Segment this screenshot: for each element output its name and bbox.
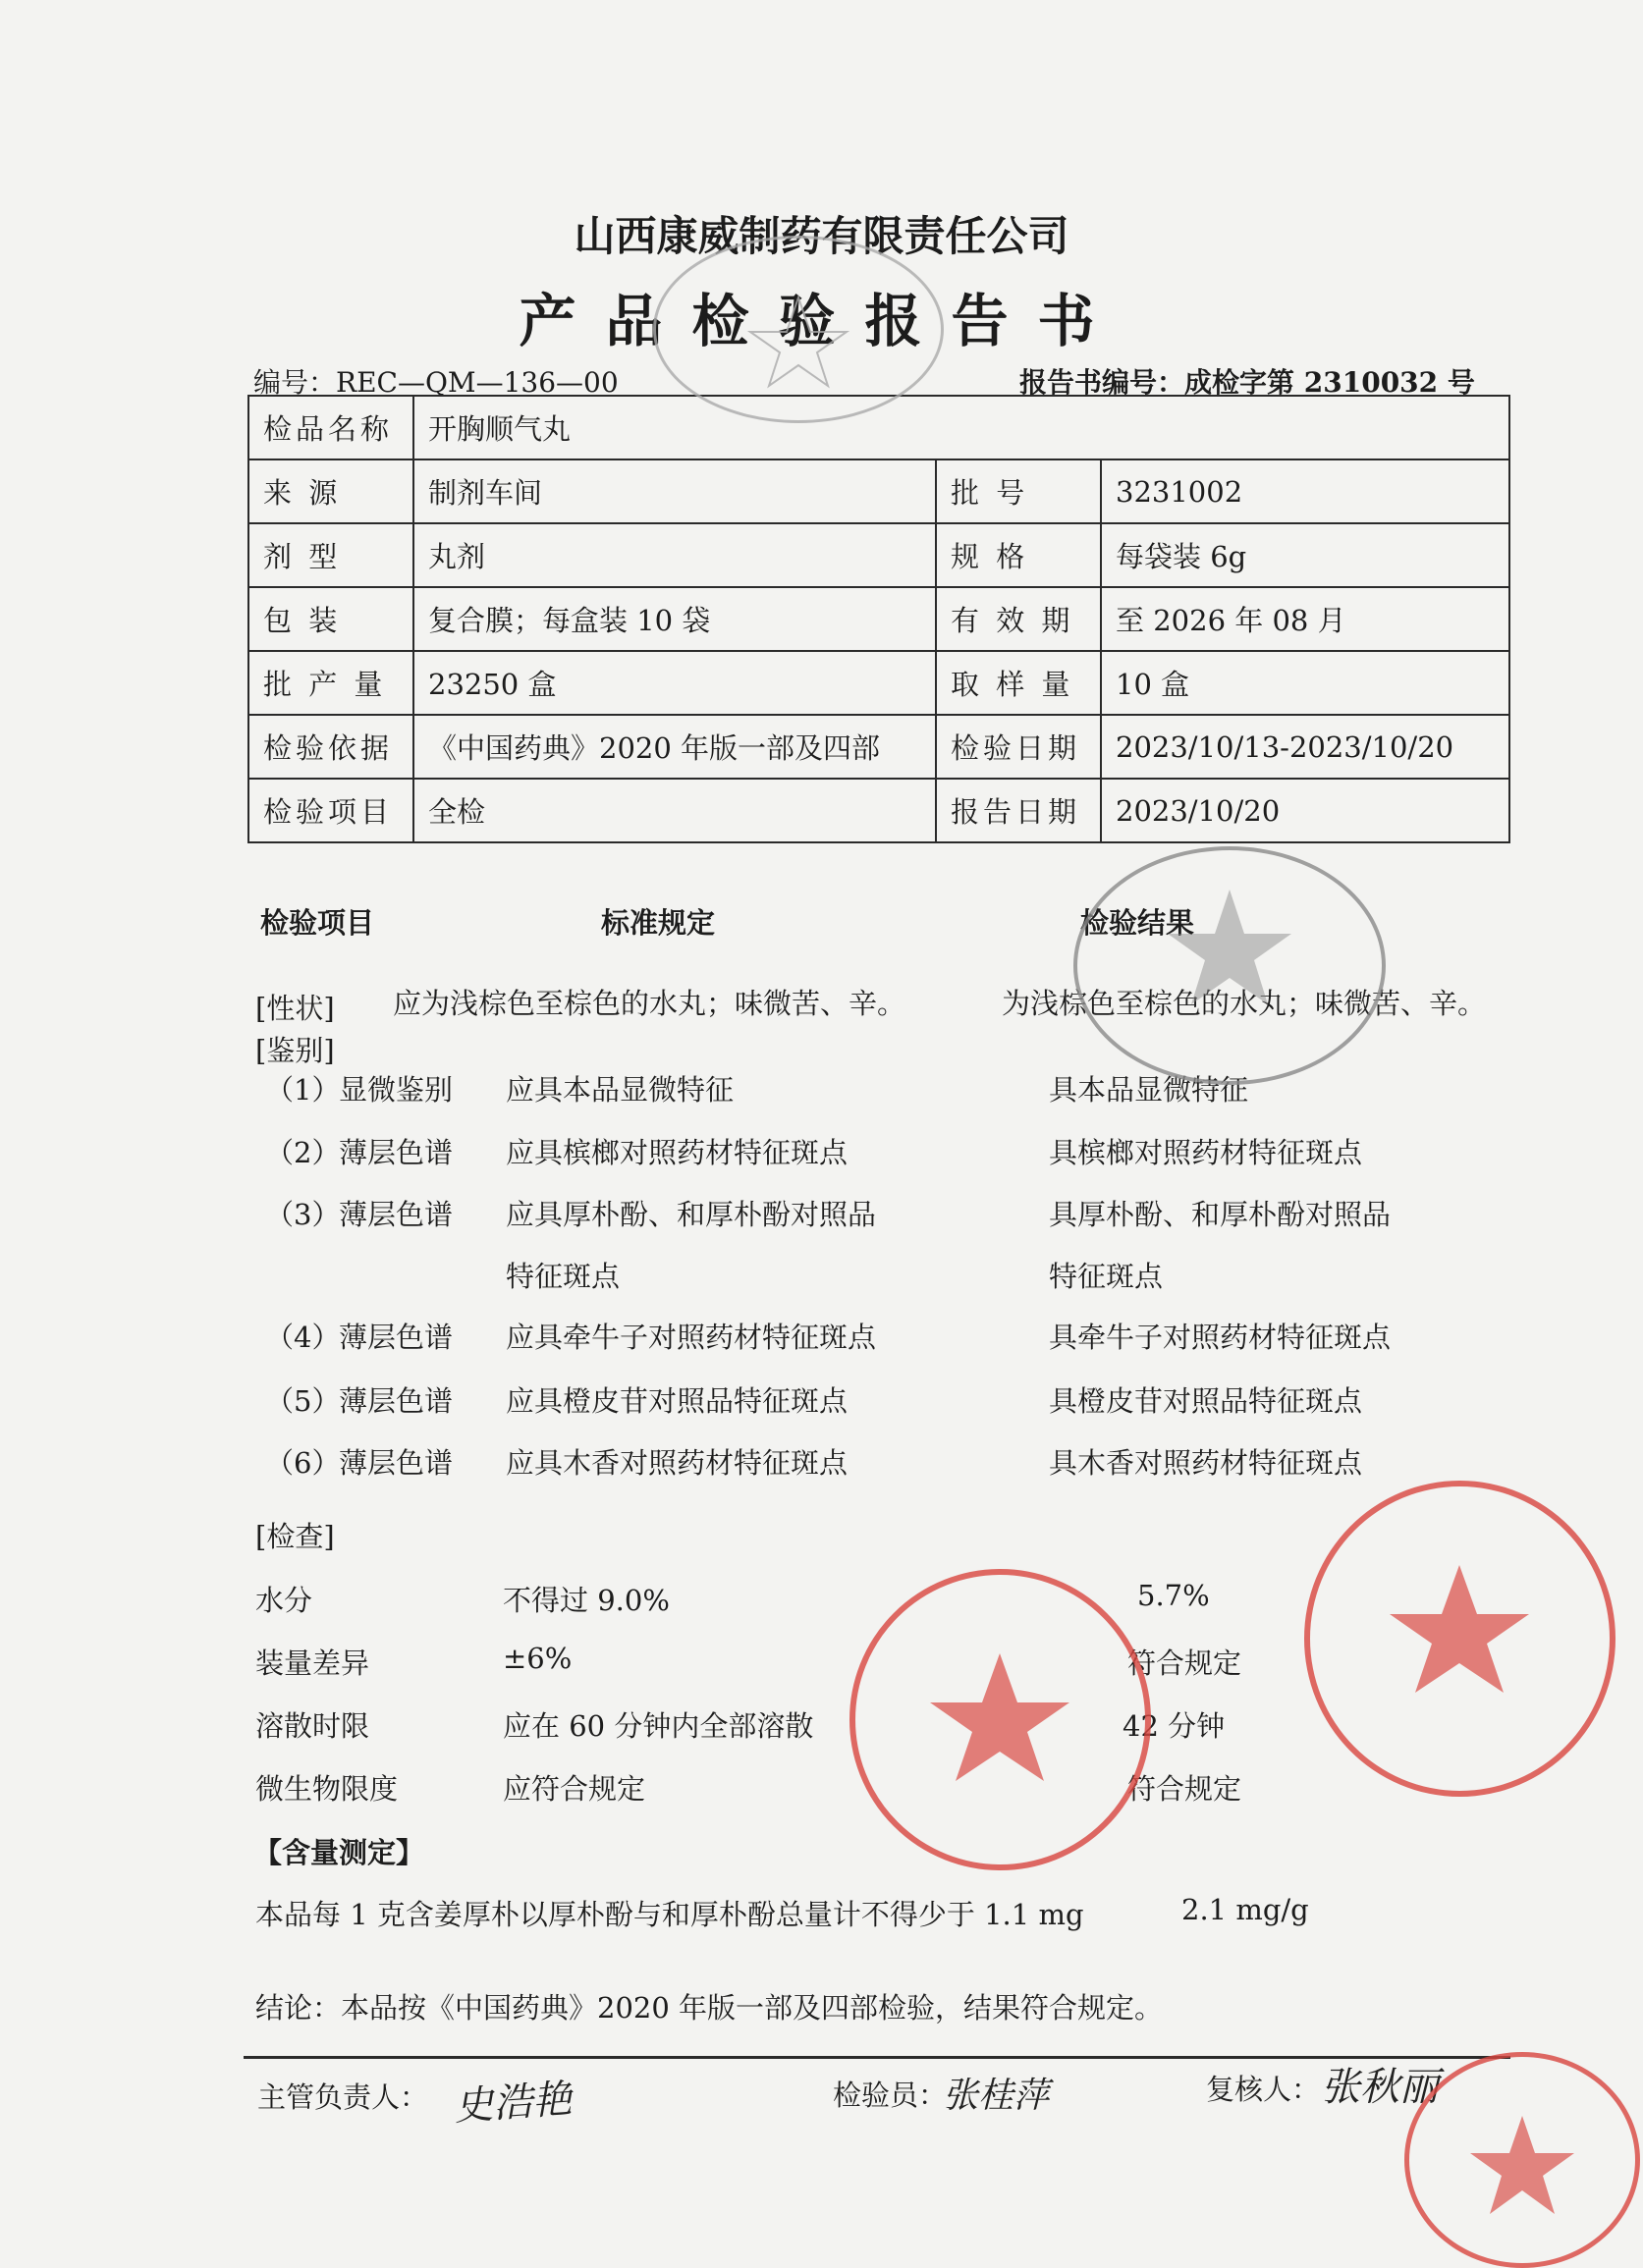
check-result: 5.7% [1137, 1579, 1210, 1612]
identification-label: [鉴别] [255, 1034, 335, 1067]
nanyang-company-stamp [1304, 1481, 1616, 1797]
ident-standard: 应具橙皮苷对照品特征斑点 [506, 1384, 849, 1418]
ident-no: （1） [265, 1073, 341, 1107]
ident-no: （5） [265, 1384, 341, 1418]
check-standard: 应符合规定 [503, 1772, 646, 1806]
form-number-label: 编号： [253, 366, 337, 399]
ident-standard: 应具木香对照药材特征斑点 [506, 1446, 849, 1480]
check-result: 42 分钟 [1123, 1709, 1226, 1743]
column-standard-header: 标准规定 [601, 906, 716, 940]
star-icon [855, 1575, 1145, 1864]
ident-result: 具槟榔对照药材特征斑点 [1049, 1136, 1363, 1169]
form-label: 剂 型 [248, 523, 413, 587]
report-date-value: 2023/10/20 [1101, 779, 1509, 842]
ident-result: 具厚朴酚、和厚朴酚对照品 [1049, 1198, 1392, 1231]
ident-standard: 特征斑点 [506, 1260, 621, 1293]
spec-label: 规 格 [936, 523, 1101, 587]
ident-method: 薄层色谱 [339, 1321, 454, 1354]
character-label: [性状] [255, 992, 335, 1025]
ident-no: （6） [265, 1446, 341, 1480]
conclusion: 结论：本品按《中国药典》2020 年版一部及四部检验，结果符合规定。 [255, 1991, 1164, 2025]
ident-result: 特征斑点 [1049, 1260, 1164, 1293]
ident-standard: 应具厚朴酚、和厚朴酚对照品 [506, 1198, 877, 1231]
quality-management-stamp [1073, 846, 1386, 1085]
reviewer-signature: 张秋丽 [1321, 2065, 1439, 2110]
star-icon [1077, 850, 1382, 1081]
table-row [248, 523, 1509, 587]
table-row [248, 651, 1509, 715]
ident-result: 具本品显微特征 [1049, 1073, 1249, 1107]
check-item: 水分 [255, 1584, 313, 1617]
supervisor-signature: 史浩艳 [452, 2076, 574, 2131]
check-label: [检查] [255, 1520, 335, 1553]
table-row [248, 459, 1509, 523]
check-result: 符合规定 [1127, 1772, 1242, 1806]
source-label: 来 源 [248, 459, 413, 523]
check-standard: ±6% [503, 1642, 573, 1675]
assay-standard: 本品每 1 克含姜厚朴以厚朴酚与和厚朴酚总量计不得少于 1.1 mg [255, 1898, 1084, 1931]
ident-result: 具牵牛子对照药材特征斑点 [1049, 1321, 1392, 1354]
ident-method: 薄层色谱 [339, 1384, 454, 1418]
batch-value: 3231002 [1101, 459, 1509, 523]
report-date-label: 报告日期 [936, 779, 1101, 842]
ident-method: 薄层色谱 [339, 1136, 454, 1169]
assay-label: 【含量测定】 [253, 1836, 425, 1869]
jiangsu-company-stamp [849, 1569, 1151, 1870]
ident-result: 具橙皮苷对照品特征斑点 [1049, 1384, 1363, 1418]
sample-label: 取 样 量 [936, 651, 1101, 715]
star-icon [1310, 1486, 1610, 1791]
sample-value: 10 盒 [1101, 651, 1509, 715]
basis-value: 《中国药典》2020 年版一部及四部 [413, 715, 936, 779]
quantity-label: 批 产 量 [248, 651, 413, 715]
expiry-label: 有 效 期 [936, 587, 1101, 651]
column-result-header: 检验结果 [1080, 906, 1195, 940]
ident-standard: 应具本品显微特征 [506, 1073, 735, 1107]
package-value: 复合膜；每盒装 10 袋 [413, 587, 936, 651]
quantity-value: 23250 盒 [413, 651, 936, 715]
ident-standard: 应具牵牛子对照药材特征斑点 [506, 1321, 877, 1354]
ident-no: （2） [265, 1136, 341, 1169]
inspector-signature: 张桂萍 [943, 2076, 1050, 2116]
ident-result: 具木香对照药材特征斑点 [1049, 1446, 1363, 1480]
items-value: 全检 [413, 779, 936, 842]
check-item: 微生物限度 [255, 1772, 399, 1806]
report-number-value: 成检字第 2310032 号 [1184, 366, 1475, 399]
company-name: 山西康威制药有限责任公司 [574, 212, 1069, 260]
inspection-seal-stamp [653, 236, 944, 423]
inspector-label: 检验员： [833, 2079, 948, 2112]
items-label: 检验项目 [248, 779, 413, 842]
test-date-label: 检验日期 [936, 715, 1101, 779]
check-result: 符合规定 [1127, 1647, 1242, 1680]
product-label: 检品名称 [248, 396, 413, 459]
check-standard: 应在 60 分钟内全部溶散 [503, 1709, 814, 1743]
character-result: 为浅棕色至棕色的水丸；味微苦、辛。 [1002, 987, 1487, 1020]
ident-method: 薄层色谱 [339, 1198, 454, 1231]
expiry-value: 至 2026 年 08 月 [1101, 587, 1509, 651]
ident-no: （3） [265, 1198, 341, 1231]
form-value: 丸剂 [413, 523, 936, 587]
inspection-report-stamp [1404, 2052, 1640, 2268]
spec-value: 每袋装 6g [1101, 523, 1509, 587]
table-row [248, 715, 1509, 779]
table-row [248, 587, 1509, 651]
ident-no: （4） [265, 1321, 341, 1354]
ident-method: 薄层色谱 [339, 1446, 454, 1480]
table-row [248, 779, 1509, 842]
supervisor-label: 主管负责人： [257, 2080, 429, 2114]
ident-method: 显微鉴别 [339, 1073, 454, 1107]
check-item: 装量差异 [255, 1647, 370, 1680]
form-number-value: REC—QM—136—00 [336, 366, 619, 399]
check-standard: 不得过 9.0% [503, 1584, 670, 1617]
report-number-label: 报告书编号： [1019, 366, 1185, 399]
check-item: 溶散时限 [255, 1709, 370, 1743]
product-info-table [247, 395, 1510, 843]
assay-result: 2.1 mg/g [1181, 1893, 1309, 1926]
product-value: 开胸顺气丸 [413, 396, 1509, 459]
ident-standard: 应具槟榔对照药材特征斑点 [506, 1136, 849, 1169]
basis-label: 检验依据 [248, 715, 413, 779]
star-icon [656, 239, 941, 420]
star-icon [1409, 2057, 1635, 2263]
batch-label: 批 号 [936, 459, 1101, 523]
character-standard: 应为浅棕色至棕色的水丸；味微苦、辛。 [393, 987, 906, 1020]
source-value: 制剂车间 [413, 459, 936, 523]
test-date-value: 2023/10/13-2023/10/20 [1101, 715, 1509, 779]
reviewer-label: 复核人： [1206, 2073, 1321, 2106]
document-title: 产品检验报告书 [519, 288, 1124, 354]
column-item-header: 检验项目 [260, 906, 375, 940]
package-label: 包 装 [248, 587, 413, 651]
